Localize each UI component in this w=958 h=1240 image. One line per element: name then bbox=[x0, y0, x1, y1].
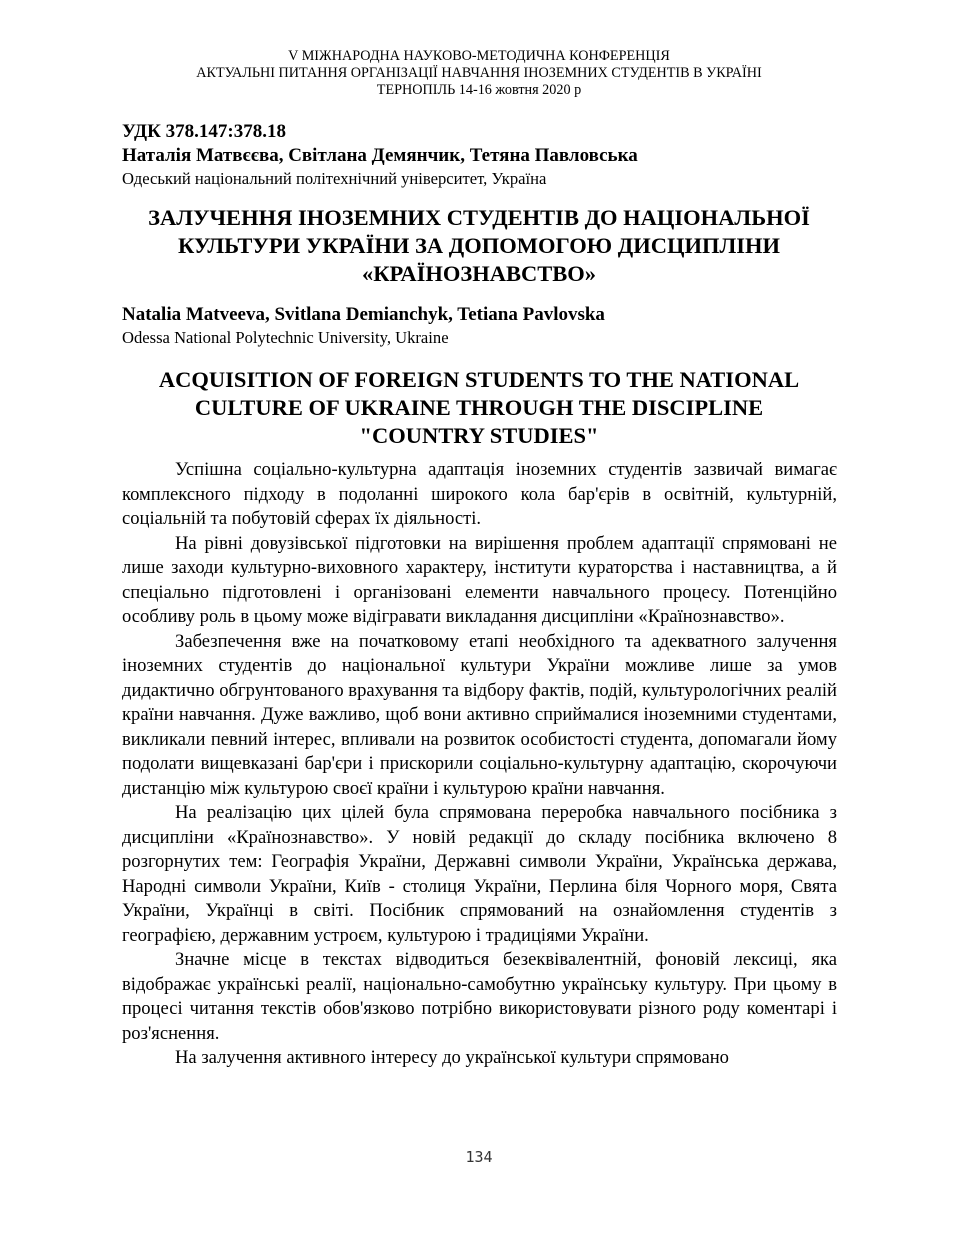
body-paragraph: На рівні довузівської підготовки на вирішення проблем адаптації спрямовані не лише заходи культурно-виховного характеру, інститути кураторства і наставництва, а й спеціально підготовлені і організовані елементи навчального процесу. Потенційно особливу роль в цьому може відігравати викладання дисципліни «Країнознавство». bbox=[122, 532, 837, 627]
page-number: 134 bbox=[465, 1148, 493, 1166]
conference-header bbox=[0, 48, 958, 99]
body-paragraph: На реалізацію цих цілей була спрямована переробка навчального посібника з дисципліни «Країнознавство». У новій редакції до складу посібника включено 8 розгорнутих тем: Географія України, Державні символи України, Українська держава, Народні символи України, Київ - столиця України, Перлина біля Чорного моря, Свята України, Українці в світі. Посібник спрямований на ознайомлення студентів з географією, державним устроєм, культурою і традиціями України. bbox=[122, 802, 837, 946]
title-ukrainian-line: КУЛЬТУРИ УКРАЇНИ ЗА ДОПОМОГОЮ ДИСЦИПЛІНИ bbox=[177, 233, 781, 258]
authors-ukrainian: Наталія Матвєєва, Світлана Демянчик, Тетяна Павловська bbox=[122, 145, 638, 166]
title-english-line: CULTURE OF UKRAINE THROUGH THE DISCIPLINE bbox=[194, 395, 764, 420]
body-paragraph: На залучення активного інтересу до української культури спрямовано bbox=[175, 1047, 729, 1068]
authors-english: Natalia Matveeva, Svitlana Demianchyk, Tetiana Pavlovska bbox=[122, 304, 605, 325]
title-ukrainian bbox=[100, 204, 858, 288]
title-english-line: "COUNTRY STUDIES" bbox=[359, 423, 599, 448]
conference-line-1: V МІЖНАРОДНА НАУКОВО-МЕТОДИЧНА КОНФЕРЕНЦІЯ bbox=[288, 48, 670, 64]
conference-line-3: ТЕРНОПІЛЬ 14-16 жовтня 2020 р bbox=[376, 82, 582, 98]
body-paragraph: Успішна соціально-культурна адаптація іноземних студентів зазвичай вимагає комплексного підходу в подоланні широкого кола бар'єрів в освітній, культурній, соціальній та побутовій сферах їх діяльності. bbox=[122, 459, 837, 529]
title-ukrainian-line: ЗАЛУЧЕННЯ ІНОЗЕМНИХ СТУДЕНТІВ ДО НАЦІОНАЛЬНОЇ bbox=[148, 205, 810, 230]
affiliation-english: Odessa National Polytechnic University, Ukraine bbox=[122, 328, 449, 347]
title-ukrainian-line: «КРАЇНОЗНАВСТВО» bbox=[361, 261, 597, 286]
body-text bbox=[122, 458, 837, 1071]
udc-code: УДК 378.147:378.18 bbox=[122, 121, 286, 142]
title-english-line: ACQUISITION OF FOREIGN STUDENTS TO THE NATIONAL bbox=[158, 367, 800, 392]
affiliation-ukrainian: Одеський національний політехнічний університет, Україна bbox=[122, 169, 547, 188]
title-english bbox=[100, 366, 858, 450]
body-paragraph: Значне місце в текстах відводиться безеквівалентній, фоновій лексиці, яка відображає українські реалії, національно-самобутню українську культуру. При цьому в процесі читання текстів обов'язково потрібно використовувати різного роду коментарі і роз'яснення. bbox=[122, 949, 837, 1044]
body-paragraph: Забезпечення вже на початковому етапі необхідного та адекватного залучення іноземних студентів до національної культури України можливе лише за умов дидактично обгрунтованого врахування та відбору фактів, подій, культурологічних реалій країни навчання. Дуже важливо, щоб вони активно сприймалися іноземними студентами, викликали певний інтерес, впливали на розвиток особистості студента, допомагали йому подолати вищевказані бар'єри і прискорили соціально-культурну адаптацію, скорочуючи дистанцію між культурою своєї країни і культурою країни навчання. bbox=[122, 630, 837, 799]
conference-line-2: АКТУАЛЬНІ ПИТАННЯ ОРГАНІЗАЦІЇ НАВЧАННЯ ІНОЗЕМНИХ СТУДЕНТІВ В УКРАЇНІ bbox=[196, 65, 762, 81]
